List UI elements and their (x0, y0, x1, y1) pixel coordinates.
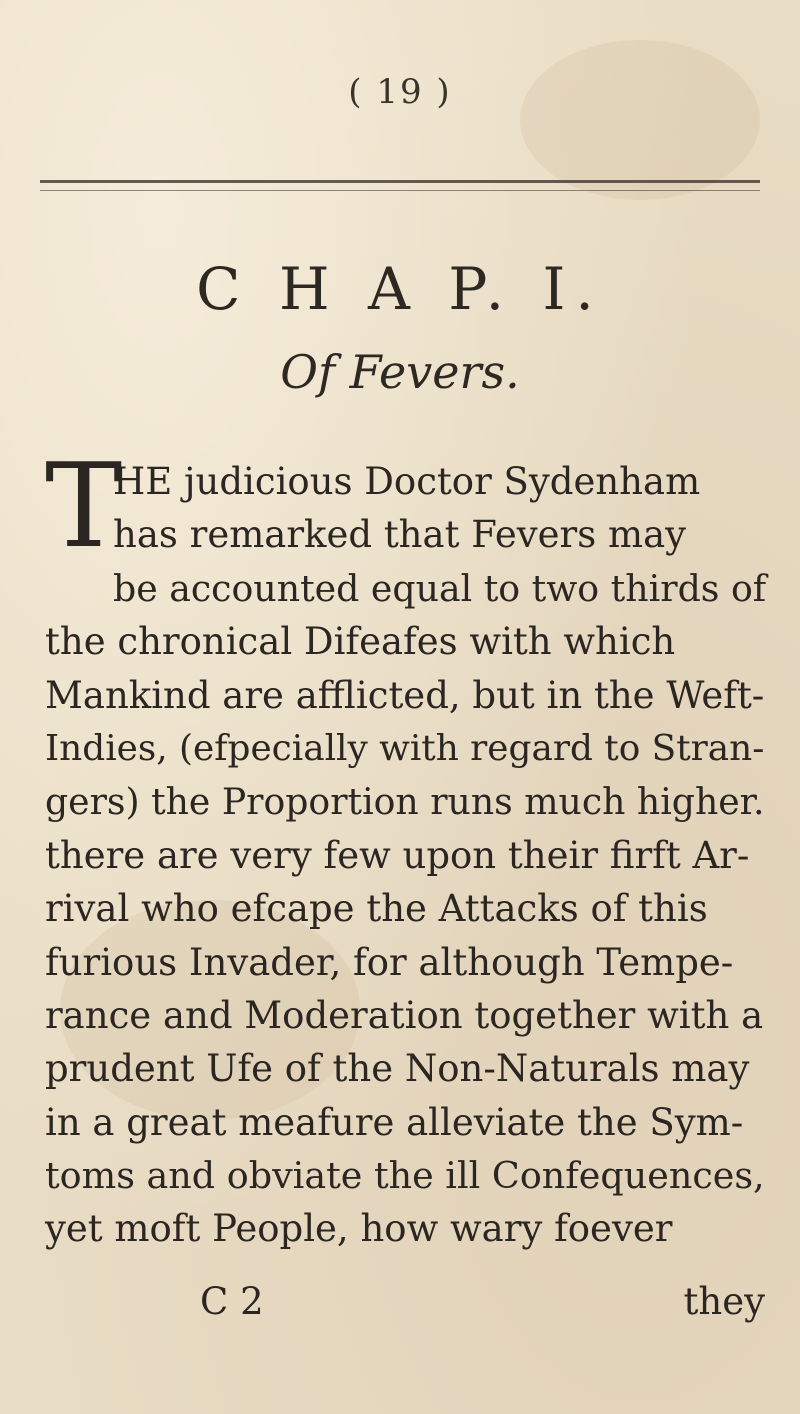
body-text (45, 439, 767, 1256)
text-line: there are very few upon their firft Ar- (45, 833, 750, 877)
text-line: toms and obviate the ill Confequences, (45, 1154, 765, 1198)
text-line: Indies, (efpecially with regard to Stran- (45, 727, 765, 769)
text-line: prudent Ufe of the Non-Naturals may (45, 1047, 750, 1091)
page-number: ( 19 ) (348, 72, 452, 112)
chapter-subtitle: Of Fevers. (280, 345, 520, 399)
text-line: the chronical Difeafes with which (45, 620, 676, 664)
text-line: has remarked that Fevers may (113, 513, 687, 557)
drop-cap: T (45, 439, 123, 574)
paper-stain (520, 40, 760, 200)
chapter-heading: C H A P. I. (196, 255, 604, 323)
signature-mark: C 2 (200, 1280, 264, 1323)
catchword: they (683, 1280, 765, 1323)
text-line: be accounted equal to two thirds of (113, 566, 767, 610)
text-line: rival who efcape the Attacks of this (45, 887, 708, 931)
text-line: gers) the Proportion runs much higher. (45, 780, 765, 824)
header-rule (40, 180, 760, 183)
header-rule-thin (40, 190, 760, 191)
text-line: rance and Moderation together with a (45, 993, 764, 1037)
text-line: furious Invader, for although Tempe- (45, 940, 734, 984)
text-line: yet moft People, how wary foever (45, 1207, 673, 1251)
text-line: Mankind are afflicted, but in the Weft- (45, 673, 765, 717)
text-line: HE judicious Doctor Sydenham (113, 460, 701, 503)
text-line: in a great meafure alleviate the Sym- (45, 1100, 744, 1144)
page-footer (45, 1280, 765, 1340)
